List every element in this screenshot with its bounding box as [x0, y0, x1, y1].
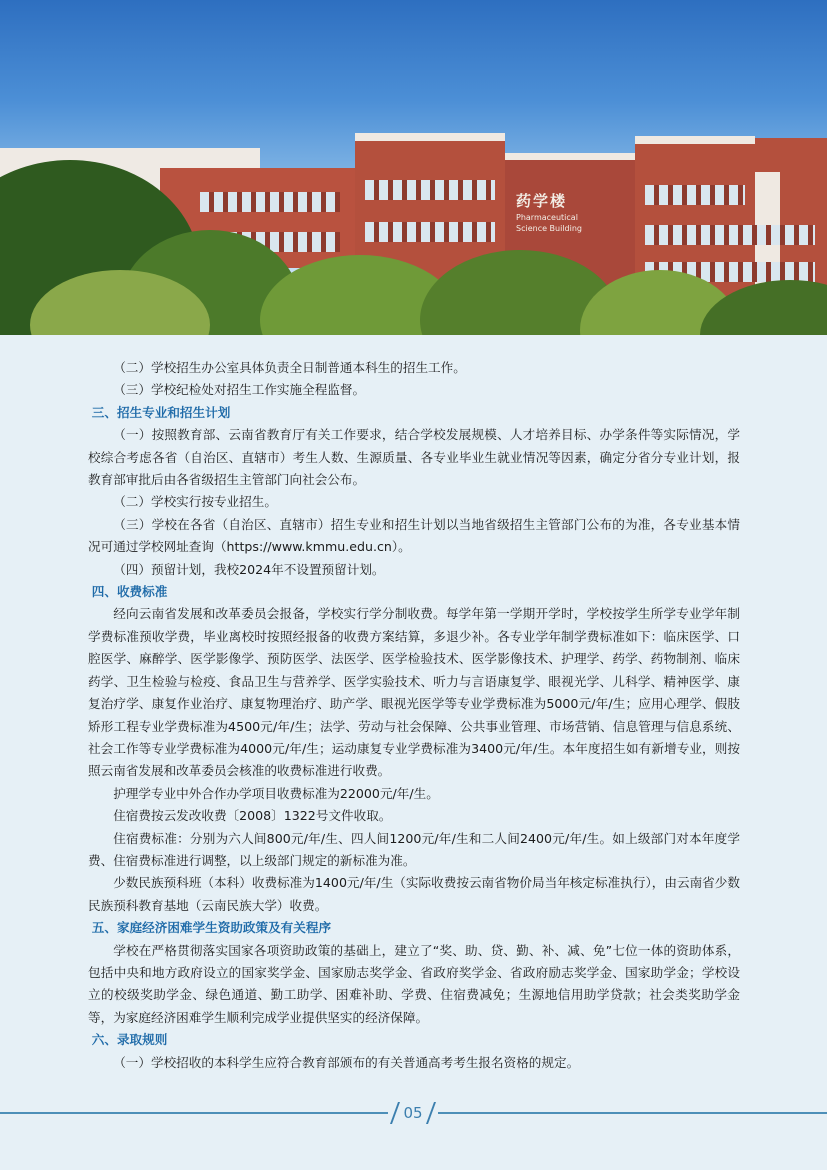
- section-heading: 五、家庭经济困难学生资助政策及有关程序: [91, 920, 332, 936]
- page-number: 05: [403, 1104, 423, 1122]
- section-heading: 四、收费标准: [91, 584, 168, 600]
- section-heading: 六、录取规则: [91, 1032, 168, 1048]
- paragraph: （三）学校纪检处对招生工作实施全程监督。: [113, 382, 366, 398]
- paragraph: 住宿费标准：分别为六人间800元/年/生、四人间1200元/年/生和二人间2400元/年/生。如上级部门对本年度学费、住宿费标准进行调整，以上级部门规定的新标准为准。: [88, 830, 740, 868]
- paragraph: 护理学专业中外合作办学项目收费标准为22000元/年/生。: [113, 785, 439, 801]
- paragraph: （一）学校招收的本科学生应符合教育部颁布的有关普通高考考生报名资格的规定。: [113, 1054, 580, 1070]
- paragraph: 少数民族预科班（本科）收费标准为1400元/年/生（实际收费按云南省物价局当年核定标准执行），由云南省少数民族预科教育基地（云南民族大学）收费。: [88, 875, 740, 913]
- section-heading: 三、招生专业和招生计划: [91, 404, 231, 420]
- building-sign-en: Pharmaceutical Science Building: [516, 213, 583, 233]
- admission-rules-text: [88, 357, 740, 1074]
- paragraph: 经向云南省发展和改革委员会报备，学校实行学分制收费。每学年第一学期开学时，学校按学生所学专业学年制学费标准预收学费，毕业离校时按照经报备的收费方案结算，多退少补。各专业学年制学费标准如下：临床医学、口腔医学、麻醉学、医学影像学、预防医学、法医学、医学检验技术、医学影像技术、护理学、药学、药物制剂、临床药学、卫生检验与检疫、食品卫生与营养学、医学实验技术、听力与言语康复学、眼视光学、儿科学、精神医学、康复治疗学、康复作业治疗、康复物理治疗、助产学、眼视光医学等专业学费标准为5000元/年/生；应用心理学、假肢矫形工程专业学费标准为4500元/年/生；法学、劳动与社会保障、公共事业管理、市场营销、信息管理与信息系统、社会工作等专业学费标准为4000元/年/生；运动康复专业学费标准为3400元/年/生。本年度招生如有新增专业，则按照云南省发展和改革委员会核准的收费标准进行收费。: [88, 606, 740, 779]
- paragraph: 住宿费按云发改收费〔2008〕1322号文件收取。: [113, 808, 392, 824]
- paragraph: （一）按照教育部、云南省教育厅有关工作要求，结合学校发展规模、人才培养目标、办学条件等实际情况，学校综合考虑各省（自治区、直辖市）考生人数、生源质量、各专业毕业生就业情况等因素，确定分省分专业计划，报教育部审批后由各省级招生主管部门向社会公布。: [88, 427, 740, 488]
- paragraph: （二）学校实行按专业招生。: [113, 494, 277, 510]
- building-sign-cn: 药学楼: [516, 192, 568, 210]
- paragraph: （四）预留计划，我校2024年不设置预留计划。: [113, 561, 385, 577]
- page-number-badge: [388, 1100, 438, 1126]
- paragraph: （二）学校招生办公室具体负责全日制普通本科生的招生工作。: [113, 360, 466, 375]
- paragraph: 学校在严格贯彻落实国家各项资助政策的基础上，建立了“奖、助、贷、勤、补、减、免”七位一体的资助体系，包括中央和地方政府设立的国家奖学金、国家励志奖学金、省政府奖学金、省政府励志奖学金、国家助学金；学校设立的校级奖助学金、绿色通道、勤工助学、困难补助、学费、住宿费减免；生源地信用助学贷款；社会类奖助学金等，为家庭经济困难学生顺利完成学业提供坚实的经济保障。: [88, 942, 740, 1025]
- paragraph: （三）学校在各省（自治区、直辖市）招生专业和招生计划以当地省级招生主管部门公布的为准，各专业基本情况可通过学校网址查询（https://www.kmmu.edu.cn）。: [88, 516, 740, 555]
- hero-photo: [0, 0, 827, 335]
